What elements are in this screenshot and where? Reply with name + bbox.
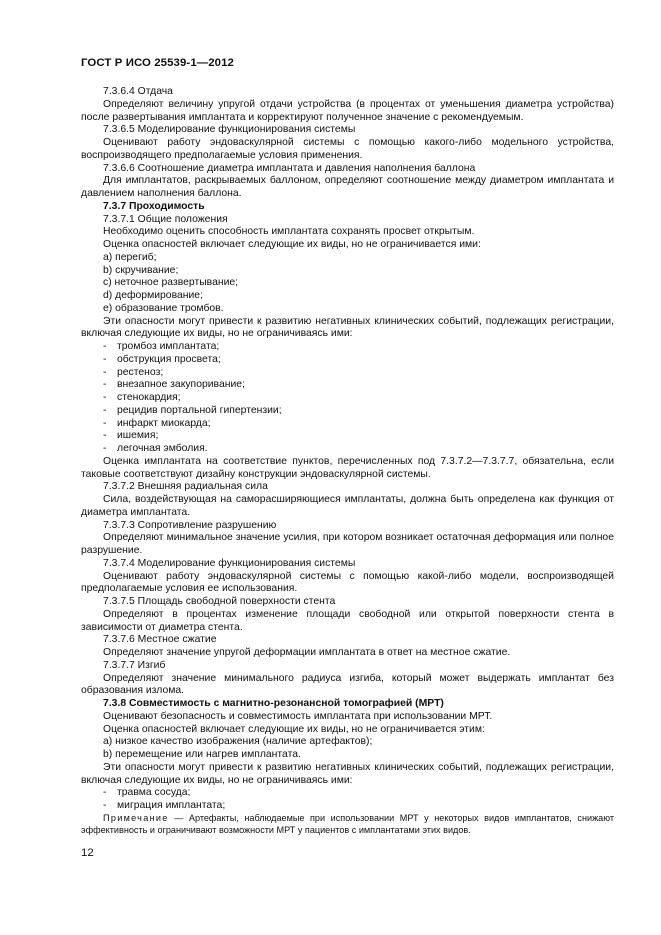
- list-item: [81, 341, 614, 354]
- paragraph: c) неточное развертывание;: [103, 277, 239, 289]
- document-header: ГОСТ Р ИСО 25539-1—2012: [81, 57, 234, 69]
- note-text: — Артефакты, наблюдаемые при использовании МРТ у некоторых видов имплантатов, снижают эффективность и ограничивают возможности МРТ у пациентов с имплантатами этих видов.: [81, 812, 614, 835]
- list-dash: -: [103, 787, 107, 799]
- subsection-heading: 7.3.7.4 Моделирование функционирования системы: [103, 557, 356, 569]
- subsection-heading: 7.3.7.1 Общие положения: [103, 213, 228, 225]
- list-item: [81, 405, 614, 418]
- list-dash: -: [103, 392, 107, 403]
- list-item-text: стенокардия;: [117, 392, 181, 403]
- list-item: [81, 392, 614, 405]
- paragraph: b) скручивание;: [103, 264, 179, 276]
- list-dash: -: [103, 366, 107, 378]
- paragraph: d) деформирование;: [103, 290, 203, 301]
- paragraph: e) образование тромбов.: [103, 302, 224, 314]
- subsection-heading: 7.3.7.6 Местное сжатие: [103, 634, 217, 646]
- list-item-text: тромбоз имплантата;: [117, 341, 220, 352]
- list-item: [81, 379, 614, 392]
- paragraph: Оценка имплантата на соответствие пунктов, перечисленных под 7.3.7.2—7.3.7.7, обязательна, если таковые соответствуют дизайну конструкции эндоваскулярной системы.: [81, 455, 614, 480]
- paragraph: Оценка опасностей включает следующие их виды, но не ограничивается ими:: [103, 239, 481, 250]
- list-dash: -: [103, 443, 107, 454]
- list-item: [81, 430, 614, 443]
- paragraph: Сила, воздействующая на саморасширяющиеся имплантаты, должна быть определена как функция от диаметра имплантата.: [81, 494, 614, 518]
- paragraph: Определяют минимальное значение усилия, при котором возникает остаточная деформация или полное разрушение.: [81, 532, 614, 556]
- list-dash: -: [103, 417, 107, 429]
- list-dash: -: [103, 353, 107, 365]
- paragraph: Оценивают работу эндоваскулярной системы с помощью какого-либо модельного устройства, воспроизводящего предполагаемые условия применения.: [81, 137, 614, 161]
- paragraph: Определяют величину упругой отдачи устройства (в процентах от уменьшения диаметра устройства) после развертывания имплантата и корректируют полученное значение с рекомендуемым.: [81, 98, 614, 123]
- subsection-heading: 7.3.7.3 Сопротивление разрушению: [103, 519, 277, 531]
- subsection-heading: 7.3.7.7 Изгиб: [103, 659, 166, 671]
- list-item: [81, 418, 614, 431]
- subsection-heading: 7.3.7.2 Внешняя радиальная сила: [103, 481, 268, 493]
- list-item-text: рестеноз;: [117, 366, 164, 378]
- list-dash: -: [103, 379, 107, 391]
- paragraph: Эти опасности могут привести к развитию негативных клинических событий, подлежащих регистрации, включая следующие их виды, но не ограничиваясь ими:: [81, 761, 614, 786]
- subsection-heading: 7.3.6.4 Отдача: [103, 86, 173, 97]
- list-item-text: ишемия;: [117, 430, 159, 442]
- subsection-heading: 7.3.6.6 Соотношение диаметра имплантата и давления наполнения баллона: [103, 162, 476, 174]
- list-item: [81, 800, 614, 813]
- paragraph: Для имплантатов, раскрываемых баллоном, определяют соотношение между диаметром имплантата и давлением наполнения баллона.: [81, 175, 614, 199]
- list-item: [81, 443, 614, 456]
- list-item-text: легочная эмболия.: [117, 443, 208, 454]
- list-item-text: травма сосуда;: [117, 787, 191, 799]
- paragraph: a) перегиб;: [103, 251, 157, 263]
- paragraph: Определяют значение упругой деформации имплантата в ответ на местное сжатие.: [103, 647, 511, 658]
- note: [81, 813, 614, 837]
- paragraph: a) низкое качество изображения (наличие артефактов);: [103, 736, 373, 748]
- paragraph: Оценка опасностей включает следующие их виды, но не ограничивается этим:: [103, 723, 485, 735]
- paragraph: Определяют значение минимального радиуса изгиба, который может выдержать имплантат без образования излома.: [81, 672, 614, 697]
- subsection-heading: 7.3.6.5 Моделирование функционирования системы: [103, 124, 356, 136]
- paragraph: Оценивают работу эндоваскулярной системы с помощью какой-либо модели, воспроизводящей предполагаемые условия ее использования.: [81, 570, 614, 595]
- note-label: Примечание: [103, 812, 169, 823]
- document-body: [81, 86, 614, 837]
- paragraph: Оценивают безопасность и совместимость имплантата при использовании МРТ.: [103, 710, 493, 722]
- list-dash: -: [103, 430, 107, 442]
- list-item-text: обструкция просвета;: [117, 353, 221, 365]
- list-item-text: рецидив портальной гипертензии;: [117, 404, 282, 416]
- section-heading: 7.3.8 Совместимость с магнитно-резонансной томографией (МРТ): [103, 698, 444, 709]
- list-dash: -: [103, 800, 107, 811]
- list-item-text: миграция имплантата;: [117, 800, 226, 811]
- list-dash: -: [103, 341, 107, 352]
- paragraph: Эти опасности могут привести к развитию негативных клинических событий, подлежащих регистрации, включая следующие их виды, но не ограничиваясь ими:: [81, 315, 614, 340]
- dash-list: [81, 341, 614, 456]
- page-number: 12: [81, 847, 94, 859]
- paragraph: b) перемещение или нагрев имплантата.: [103, 749, 301, 760]
- list-item: [81, 787, 614, 800]
- section-heading: 7.3.7 Проходимость: [103, 200, 205, 212]
- list-item-text: внезапное закупоривание;: [117, 379, 245, 391]
- paragraph: Необходимо оценить способность имплантата сохранять просвет открытым.: [103, 226, 475, 238]
- paragraph: Определяют в процентах изменение площади свободной или открытой поверхности стента в зависимости от диаметра стента.: [81, 608, 614, 633]
- list-dash: -: [103, 404, 107, 416]
- list-item: [81, 354, 614, 367]
- list-item: [81, 367, 614, 380]
- list-item-text: инфаркт миокарда;: [117, 417, 211, 429]
- subsection-heading: 7.3.7.5 Площадь свободной поверхности стента: [103, 596, 336, 607]
- dash-list: [81, 787, 614, 813]
